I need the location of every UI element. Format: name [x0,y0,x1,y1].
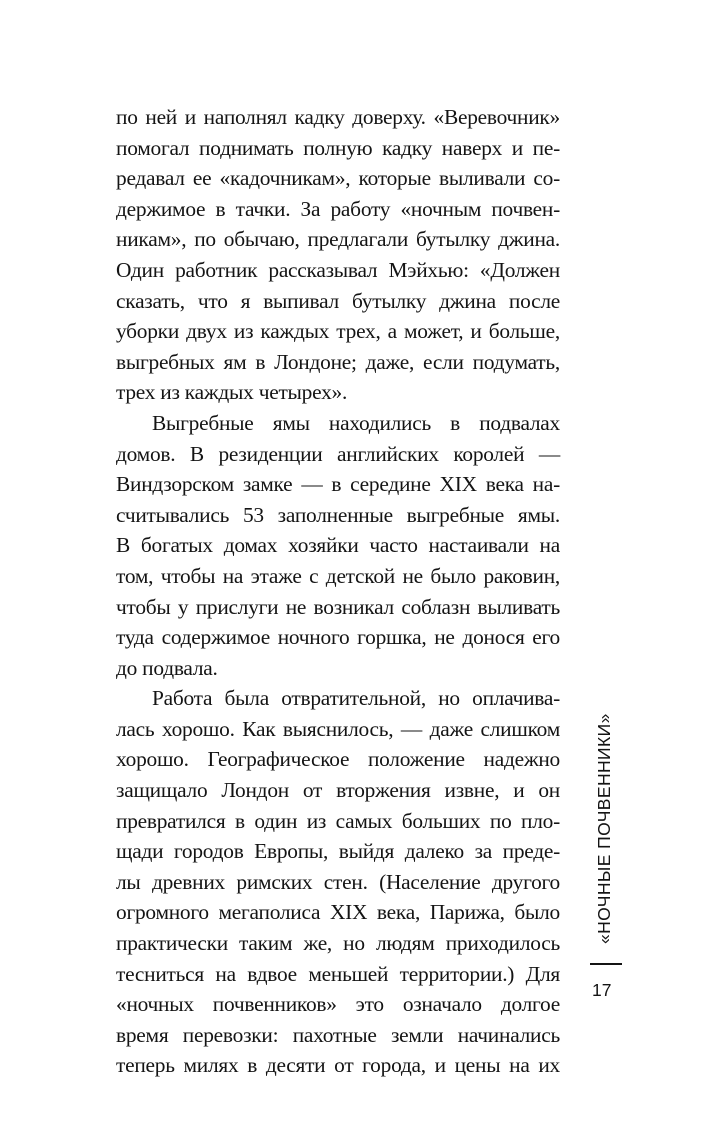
text-line: сказать, что я выпивал бутылку джина после [116,288,560,313]
text-line: редавал ее «кадочникам», которые выливали со- [116,166,560,191]
text-line: туда содержимое ночного горшка, не донося его [116,625,560,650]
page-number: 17 [592,980,612,1000]
text-line: помогал поднимать полную кадку наверх и пе- [116,135,560,160]
text-line: Один работник рассказывал Мэйхью: «Должен [116,257,560,282]
text-line: держимое в тачки. За работу «ночным почвен- [116,196,560,221]
text-line: домов. В резиденции английских королей — [116,441,560,466]
text-line: лы древних римских стен. (Население другого [116,869,560,894]
text-line: время перевозки: пахотные земли начинались [116,1022,560,1047]
text-line: Виндзорском замке — в середине XIX века на- [116,472,560,497]
text-line: трех из каждых четырех». [116,380,348,405]
text-line: том, чтобы на этаже с детской не было раковин, [116,563,560,588]
text-line: защищало Лондон от вторжения извне, и он [116,778,560,803]
text-line: Работа была отвратительной, но оплачива- [152,686,560,711]
text-line: практически таким же, но людям приходилось [116,931,560,956]
text-line: тесниться на вдвое меньшей территории.) Для [116,961,560,986]
running-head: «НОЧНЫЕ ПОЧВЕННИКИ» [594,713,614,944]
text-line: щади городов Европы, выйдя далеко за преде- [116,839,560,864]
text-line: лась хорошо. Как выяснилось, — даже слишком [116,716,560,741]
text-line: хорошо. Географическое положение надежно [116,747,560,772]
text-line: считывались 53 заполненные выгребные ямы. [116,502,560,527]
text-line: выгребных ям в Лондоне; даже, если подумать, [116,349,560,374]
text-line: Выгребные ямы находились в подвалах [152,410,560,435]
text-line: теперь милях в десяти от города, и цены на их [116,1053,560,1078]
text-line: В богатых домах хозяйки часто настаивали на [116,533,560,558]
text-line: никам», по обычаю, предлагали бутылку джина. [116,227,560,252]
text-line: превратился в один из самых больших по пло- [116,808,560,833]
body-text [116,102,560,1081]
text-line: до подвала. [116,655,218,680]
text-line: уборки двух из каждых трех, а может, и больше, [116,319,560,344]
text-line: «ночных почвенников» это означало долгое [116,992,560,1017]
text-line: чтобы у прислуги не возникал соблазн выливать [116,594,560,619]
folio-rule [590,963,622,965]
text-line: огромного мегаполиса XIX века, Парижа, было [116,900,560,925]
text-line: по ней и наполнял кадку доверху. «Веревочник» [116,105,560,129]
